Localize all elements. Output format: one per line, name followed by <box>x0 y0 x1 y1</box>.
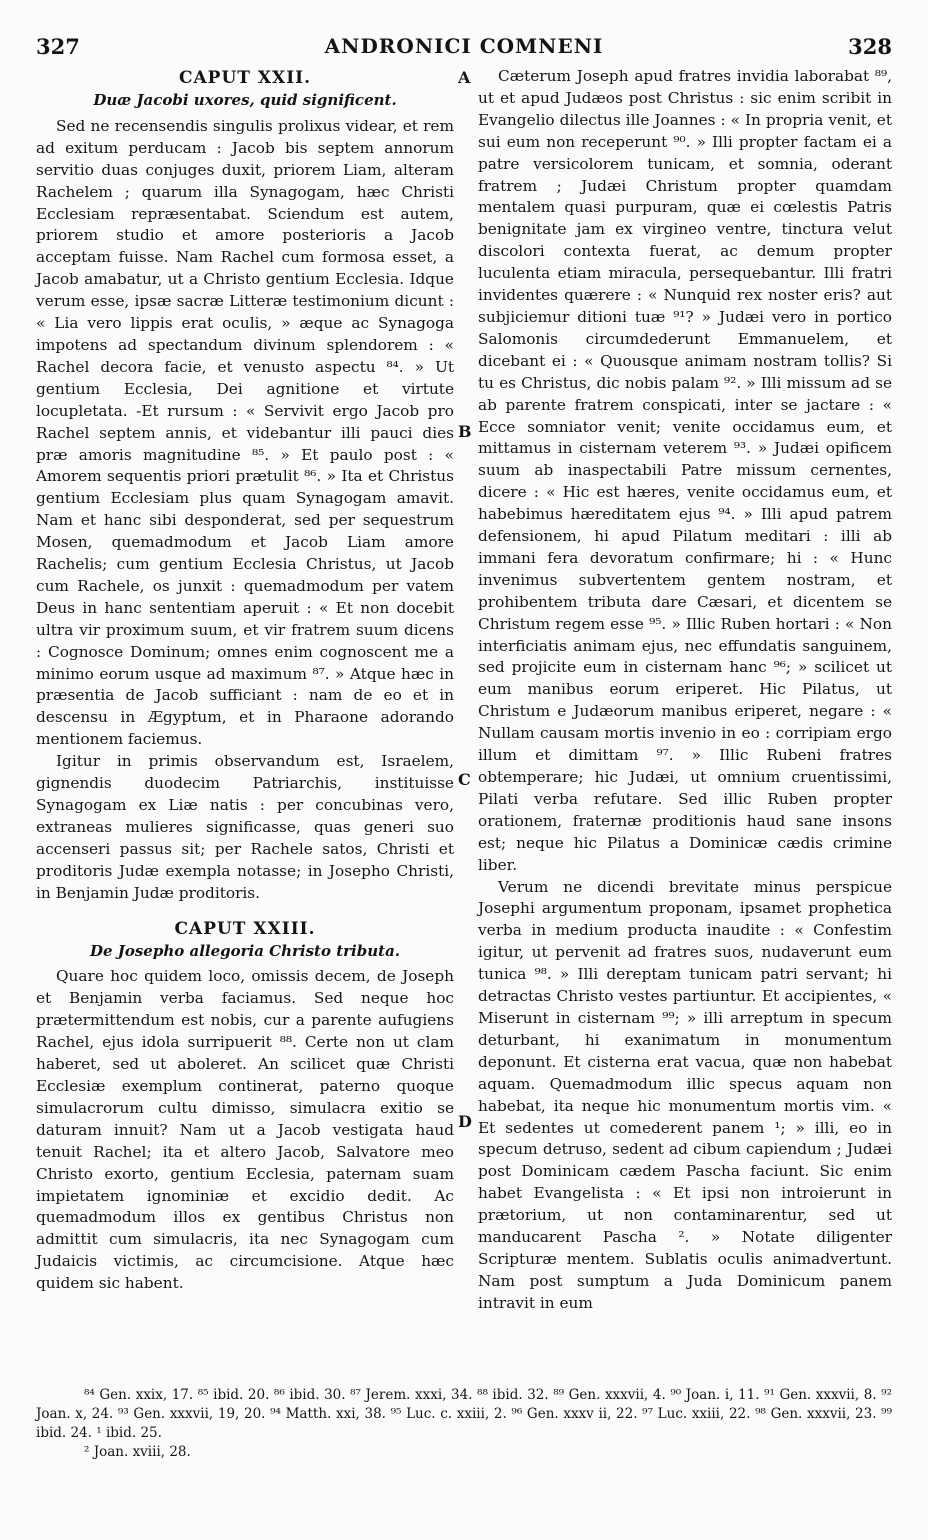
page-number-left: 327 <box>36 34 80 59</box>
paragraph: Verum ne dicendi brevitate minus perspicue Josephi argumentum proponam, ipsamet prophetica verba in medium producta inaudite : « Confestim igitur, ut pervenit ad fratres suos, nudaverunt eum tunica ⁹⁸. » Illi dereptam tunicam patri servant; hi detractas Christo vestes partiuntur. Et accipientes, « Miserunt in cisternam ⁹⁹; » illi arreptum in specum deturbant, hi exanimatum in monumentum deponunt. Et cisterna erat vacua, quæ non habebat aquam. Quemadmodum illic specus aquam non habebat, ita neque hic monumentum mortis vim. « Et sedentes ut comederent panem ¹; » illi, eo in specum detruso, sedent ad cibum capiendum ; Judæi post Dominicam cædem Pascha faciunt. Sic enim habet Evangelista : « Et ipsi non introierunt in prætorium, ut non contaminarentur, sed ut manducarent Pascha ². » Notate diligenter Scripturæ mentem. Sublatis oculis animadvertunt. Nam post sumptum a Juda Dominicum panem intravit in eum <box>478 877 892 1312</box>
margin-letter-a: A <box>458 68 471 87</box>
running-title: ANDRONICI COMNENI <box>324 34 604 58</box>
footnotes <box>36 1386 892 1462</box>
footnote-line: ⁸⁴ Gen. xxix, 17. ⁸⁵ ibid. 20. ⁸⁶ ibid. 30. ⁸⁷ Jerem. xxxi, 34. ⁸⁸ ibid. 32. ⁸⁹ Gen. xxxvii, 4. ⁹⁰ Joan. i, 11. ⁹¹ Gen. xxxvii, 8. ⁹² Joan. x, 24. ⁹³ Gen. xxxvii, 19, 20. ⁹⁴ Matth. xxi, 38. ⁹⁵ Luc. c. xxiii, 2. ⁹⁶ Gen. xxxv ii, 22. ⁹⁷ Luc. xxiii, 22. ⁹⁸ Gen. xxxvii, 23. ⁹⁹ ibid. 24. ¹ ibid. 25. <box>36 1387 892 1441</box>
footnote-line: ² Joan. xviii, 28. <box>84 1444 191 1460</box>
chapter-heading: CAPUT XXIII. <box>174 918 316 939</box>
paragraph: Igitur in primis observandum est, Israelem, gignendis duodecim Patriarchis, instituisse Synagogam ex Liæ natis : per concubinas vero, extraneas mulieres significasse, quas generi suo accenseri passus sit; per Rachele satos, Christi et proditoris Judæ exempla notasse; in Josepho Christi, in Benjamin Judæ proditoris. <box>36 752 454 902</box>
running-head <box>36 34 892 58</box>
margin-letter-d: D <box>458 1112 472 1131</box>
chapter-heading: CAPUT XXII. <box>178 68 312 88</box>
paragraph: Sed ne recensendis singulis prolixus videar, et rem ad exitum perducam : Jacob bis septem annorum servitio duas conjuges duxit, priorem Liam, alteram Rachelem ; quarum illa Synagogam, hæc Christi Ecclesiam repræsentabat. Sciendum est autem, priorem studio et amore posterioris a Jacob acceptam fuisse. Nam Rachel cum formosa esset, a Jacob amabatur, ut a Christo gentium Ecclesia. Idque verum esse, ipsæ sacræ Litteræ testimonium dicunt : « Lia vero lippis erat oculis, » æque ac Synagoga impotens ad spectandum divinum splendorem : « Rachel decora facie, et venusto aspectu ⁸⁴. » Ut gentium Ecclesia, Dei agnitione et virtute locupletata. -Et rursum : « Servivit ergo Jacob pro Rachel septem annis, et videbantur illi pauci dies præ amoris magnitudine ⁸⁵. » Et paulo post : « Amorem sequentis priori prætulit ⁸⁶. » Ita et Christus gentium Ecclesiam plus quam Synagogam amavit. Nam et hanc sibi desponderat, sed per sequestrum Mosen, quemadmodum et Jacob Liam amore Rachelis; cum gentium Ecclesia Christus, ut Jacob cum Rachele, os junxit : quemadmodum per vatem Deus in hanc sententiam aperuit : « Et non docebit ultra vir proximum suum, et vir fratrem suum dicens : Cognosce Dominum; omnes enim cognoscent me a minimo eorum usque ad maximum ⁸⁷. » Atque hæc in præsentia de Jacob sufficiant : nam de eo et in descensu in Ægyptum, et in Pharaone adorando mentionem faciemus. <box>36 116 454 749</box>
margin-letter-c: C <box>458 770 471 789</box>
page-number-right: 328 <box>848 34 892 59</box>
paragraph: Quare hoc quidem loco, omissis decem, de Joseph et Benjamin verba faciamus. Sed neque hoc prætermittendum est nobis, cur a parente aufugiens Rachel, ejus idola surripuerit ⁸⁸. Certe non ut clam haberet, sed ut aboleret. An scilicet quæ Christi Ecclesiæ exemplum continerat, paterno quoque simulacrorum cultu dimisso, simulacra exitio se daturam innuit? Nam ut a Jacob vestigata haud tenuit Rachel; ita et altero Jacob, Salvatore meo Christo exorto, gentium Ecclesia, paternam suam impietatem ignominiæ et excidio dedit. Ac quemadmodum illos ex gentibus Christus non admittit cum simulacris, ita nec Synagogam cum Judaicis victimis, ac circumcisione. Atque hæc quidem sic habent. <box>36 967 454 1293</box>
margin-letter-b: B <box>458 422 472 441</box>
chapter-subtitle: Duæ Jacobi uxores, quid significent. <box>93 91 397 109</box>
left-column <box>36 66 454 1295</box>
right-column <box>478 66 892 1315</box>
chapter-subtitle: De Josepho allegoria Christo tributa. <box>89 941 401 960</box>
paragraph: Cæterum Joseph apud fratres invidia laborabat ⁸⁹, ut et apud Judæos post Christus : sic enim scribit in Evangelio dilectus ille Joannes : « In propria venit, et sui eum non receperunt ⁹⁰. » Illi propter factam ei a patre versicolorem tunicam, et somnia, oderant fratrem ; Judæi Christum propter quamdam mentalem quasi purpuram, quæ ei cœlestis Patris benignitate jam ex virgineo ventre, tinctura velut discolori contexta fuerat, ac demum propter luculenta etiam miracula, persequebantur. Illi fratri invidentes quærere : « Nunquid rex noster eris? aut subjiciemur ditioni tuæ ⁹¹? » Judæi vero in portico Salomonis circumdederunt Emmanuelem, et dicebant ei : « Quousque animam nostram tollis? Si tu es Christus, dic nobis palam ⁹². » Illi missum ad se ab parente fratrem conspicati, inter se jactare : « Ecce somniator venit; venite occidamus eum, et mittamus in cisternam veterem ⁹³. » Judæi opificem suum ab inaspectabili Patre missum cernentes, dicere : « Hic est hæres, venite occidamus eum, et habebimus hæreditatem ejus ⁹⁴. » Illi apud patrem defensionem, hi apud Pilatum meditari : illi ab immani fera devoratum confirmare; hi : « Hunc invenimus subvertentem gentem nostram, et prohibentem tributa dare Cæsari, et dicentem se Christum regem esse ⁹⁵. » Illic Ruben hortari : « Non interficiatis animam ejus, nec effundatis sanguinem, sed projicite eum in cisternam hanc ⁹⁶; » scilicet ut eum manibus eorum eriperet. Hic Pilatus, ut Christum e Judæorum manibus eriperet, negare : « Nullam causam mortis invenio in eo : corripiam ergo illum et dimittam ⁹⁷. » Illic Rubeni fratres obtemperare; hic Judæi, ut omnium cruentissimi, Pilati verba refutare. Sed illic Ruben propter orationem, fraternæ proditionis haud sane insons est; neque hic Pilatus a Dominicæ cædis crimine liber. <box>478 67 892 874</box>
